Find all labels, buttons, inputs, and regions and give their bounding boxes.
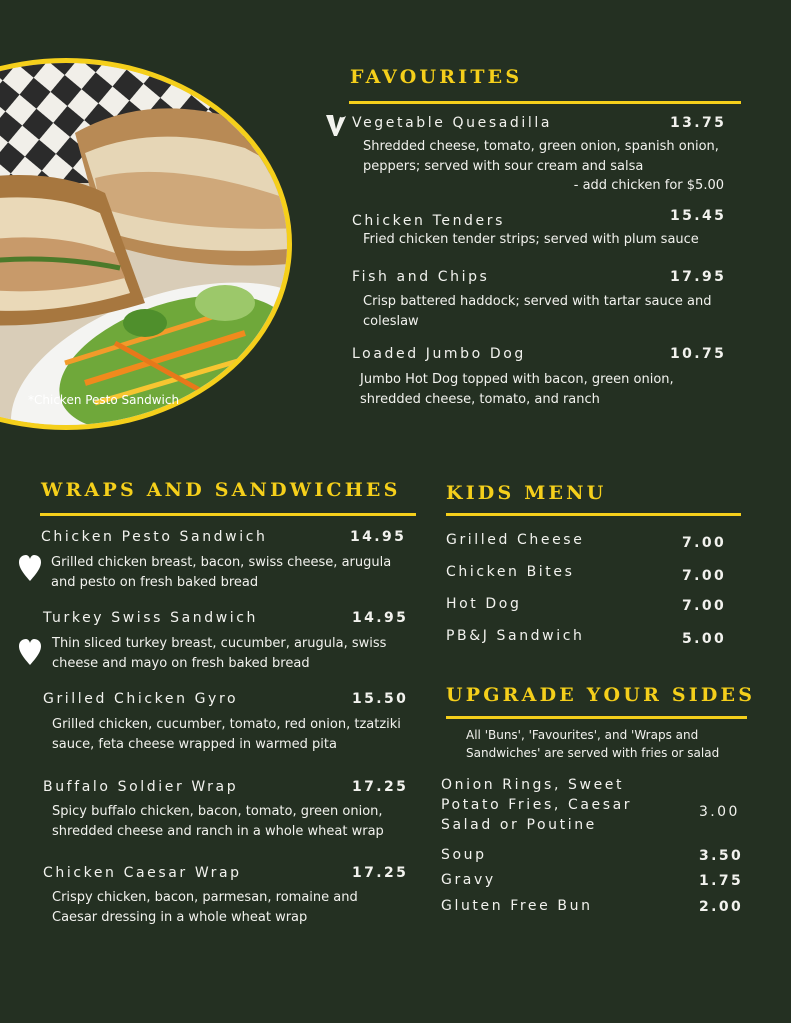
sides-item-name: Soup bbox=[441, 847, 487, 863]
sides-item-name: Gluten Free Bun bbox=[441, 898, 593, 914]
menu-item-name: Chicken Caesar Wrap bbox=[43, 865, 242, 881]
menu-item-price: 14.95 bbox=[352, 610, 409, 626]
sides-item-price: 3.00 bbox=[699, 804, 740, 820]
menu-item-description: Crisp battered haddock; served with tartar sauce and coleslaw bbox=[363, 294, 712, 329]
menu-item-name: Turkey Swiss Sandwich bbox=[43, 610, 259, 626]
heart-icon bbox=[18, 638, 42, 666]
favourites-rule bbox=[349, 101, 741, 104]
sides-intro: All 'Buns', 'Favourites', and 'Wraps and Sandwiches' are served with fries or salad bbox=[466, 728, 720, 760]
menu-item-price: 15.50 bbox=[352, 691, 409, 707]
menu-item-price: 14.95 bbox=[350, 529, 407, 545]
menu-item-price: 17.25 bbox=[352, 779, 409, 795]
menu-item-name: Fish and Chips bbox=[352, 269, 490, 285]
kids-menu-heading: KIDS MENU bbox=[446, 482, 607, 504]
menu-item-price: 17.25 bbox=[352, 865, 409, 881]
kids-menu-rule bbox=[446, 513, 741, 516]
menu-item-name: Chicken Pesto Sandwich bbox=[41, 529, 268, 545]
sides-item-price: 1.75 bbox=[699, 873, 744, 889]
kids-item-name: PB&J Sandwich bbox=[446, 628, 585, 644]
sides-heading: UPGRADE YOUR SIDES bbox=[446, 684, 756, 706]
kids-item-price: 5.00 bbox=[682, 631, 727, 647]
menu-item-name: Loaded Jumbo Dog bbox=[352, 346, 526, 362]
menu-item-name: Chicken Tenders bbox=[352, 213, 505, 229]
sides-rule bbox=[446, 716, 747, 719]
menu-item-description: Spicy buffalo chicken, bacon, tomato, green onion, shredded cheese and ranch in a whole wheat wrap bbox=[52, 804, 384, 839]
menu-item-price: 10.75 bbox=[670, 346, 727, 362]
menu-item-price: 13.75 bbox=[670, 115, 727, 131]
menu-item-name: Buffalo Soldier Wrap bbox=[43, 779, 239, 795]
wraps-rule bbox=[40, 513, 416, 516]
kids-item-price: 7.00 bbox=[682, 598, 727, 614]
kids-item-name: Chicken Bites bbox=[446, 564, 575, 580]
v-leaf-icon bbox=[325, 113, 347, 137]
sides-item-price: 3.50 bbox=[699, 848, 744, 864]
kids-item-price: 7.00 bbox=[682, 568, 727, 584]
photo-caption: *Chicken Pesto Sandwich bbox=[28, 393, 180, 407]
kids-item-name: Grilled Cheese bbox=[446, 532, 585, 548]
menu-item-name: Vegetable Quesadilla bbox=[352, 115, 553, 131]
menu-item-description: Grilled chicken, cucumber, tomato, red onion, tzatziki sauce, feta cheese wrapped in warmed pita bbox=[52, 717, 401, 752]
menu-item-description: Shredded cheese, tomato, green onion, spanish onion, peppers; served with sour cream and salsa bbox=[363, 139, 719, 174]
menu-item-price: 15.45 bbox=[670, 208, 727, 224]
kids-item-price: 7.00 bbox=[682, 535, 727, 551]
wraps-heading: WRAPS AND SANDWICHES bbox=[41, 479, 401, 501]
sides-item-name: Gravy bbox=[441, 872, 496, 888]
kids-item-name: Hot Dog bbox=[446, 596, 522, 612]
menu-item-price: 17.95 bbox=[670, 269, 727, 285]
chicken-pesto-sandwich-photo bbox=[0, 58, 292, 430]
menu-item-description: Thin sliced turkey breast, cucumber, arugula, swiss cheese and mayo on fresh baked bread bbox=[52, 636, 387, 671]
sides-item-name: Onion Rings, Sweet Potato Fries, Caesar Salad or Poutine bbox=[441, 777, 633, 833]
sides-item-price: 2.00 bbox=[699, 899, 744, 915]
menu-item-description: Fried chicken tender strips; served with plum sauce bbox=[363, 232, 699, 247]
favourites-heading: FAVOURITES bbox=[350, 66, 523, 88]
menu-item-note: - add chicken for $5.00 bbox=[573, 178, 724, 193]
heart-icon bbox=[18, 554, 42, 582]
menu-item-description: Crispy chicken, bacon, parmesan, romaine and Caesar dressing in a whole wheat wrap bbox=[52, 890, 358, 925]
menu-item-description: Jumbo Hot Dog topped with bacon, green onion, shredded cheese, tomato, and ranch bbox=[360, 372, 674, 407]
menu-item-description: Grilled chicken breast, bacon, swiss cheese, arugula and pesto on fresh baked bread bbox=[51, 555, 392, 590]
menu-item-name: Grilled Chicken Gyro bbox=[43, 691, 239, 707]
